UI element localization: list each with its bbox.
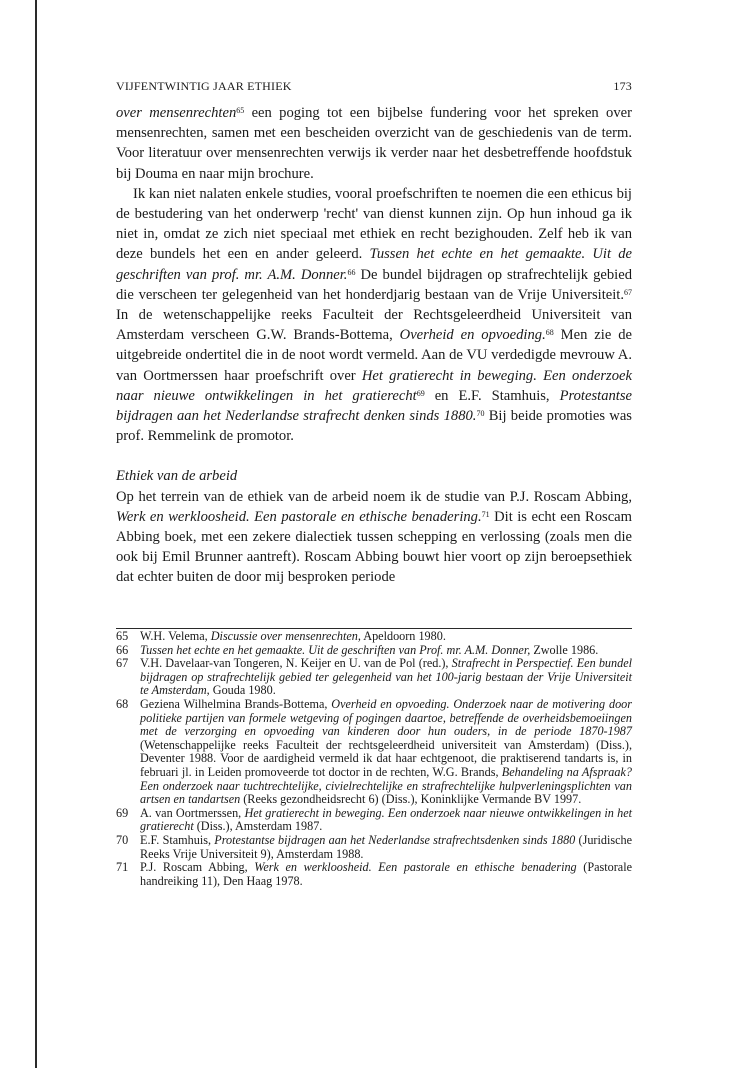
binding-edge-rule: [35, 0, 37, 1068]
footnote-text: [140, 806, 632, 834]
italic-text: Tussen het echte en het gemaakte. Uit de geschriften van prof. mr. A.M. Donner.: [116, 246, 632, 283]
footnote-ref: 68: [545, 328, 554, 338]
text-run: In de wetenschappelijke reeks Faculteit der Rechtsgeleerdheid Universiteit van Amsterdam verscheen G.W. Brands-Bottema,: [116, 307, 632, 344]
italic-text: Het gratierecht in beweging. Een onderzoek naar nieuwe ontwikkelingen in het gratierecht: [140, 805, 632, 834]
running-title: VIJFENTWINTIG JAAR ETHIEK: [116, 79, 292, 93]
running-header: [116, 79, 632, 94]
text-run: P.J. Roscam Abbing,: [140, 860, 255, 875]
text-run: (Reeks gezondheidsrecht 6) (Diss.), Koninklijke Vermande BV 1997.: [240, 792, 582, 807]
text-run: Geziena Wilhelmina Brands-Bottema,: [140, 696, 332, 711]
footnote-number: 65: [116, 629, 129, 643]
footnote-text: [140, 643, 598, 657]
paragraph: [116, 103, 632, 184]
italic-text: Het gratierecht in beweging. Een onderzoek naar nieuwe ontwikkelingen in het gratierecht: [116, 367, 632, 404]
text-run: (Juridische Reeks Vrije Universiteit 9), Amsterdam 1988.: [140, 832, 632, 861]
italic-text: Tussen het echte en het gemaakte. Uit de geschriften van Prof. mr. A.M. Donner,: [140, 642, 531, 657]
footnote-text: [140, 833, 632, 861]
text-run: (Diss.), Amsterdam 1987.: [193, 819, 323, 834]
paragraph: [116, 487, 632, 588]
italic-text: over mensenrechten: [116, 105, 237, 121]
text-run: een poging tot een bijbelse fundering voor het spreken over mensenrechten, samen met een bescheiden overzicht van de geschiedenis van de term. Voor literatuur over mensenrechten verwijs ik verder naar het desbetreffende hoofdstuk bij Douma en naar mijn brochure.: [116, 105, 632, 182]
italic-text: Overheid en opvoeding.: [399, 327, 546, 344]
footnote-number: 69: [116, 805, 129, 820]
footnote-number: 68: [116, 696, 129, 711]
text-run: Dit is echt een Roscam Abbing boek, met een zekere dialectiek tussen schepping en verlossing (zoals men die ook bij Emil Brunner aantreft). Roscam Abbing bouwt hier voort op zijn beroepsethiek dat echter buiten de door mij besproken periode: [116, 508, 633, 586]
text-run: Gouda 1980.: [209, 683, 276, 698]
footnote: [116, 644, 632, 658]
footnote-ref: 69: [416, 388, 425, 398]
text-run: Men zie de uitgebreide ondertitel die in de noot wordt vermeld. Aan de VU verdedigde mevrouw A. van Oortmerssen haar proefschrift over: [116, 327, 633, 384]
section-heading: Ethiek van de arbeid: [116, 468, 238, 485]
text-run: Op het terrein van de ethiek van de arbeid noem ik de studie van P.J. Roscam Abbing,: [116, 488, 632, 505]
footnote-ref: 65: [236, 106, 245, 115]
footnote-text: [140, 629, 446, 643]
italic-text: Protestantse bijdragen aan het Nederlandse strafrecht denken sinds 1880.: [116, 387, 632, 425]
footnote-ref: 66: [347, 267, 356, 277]
text-run: (Wetenschappelijke reeks Faculteit der rechtsgeleerdheid universiteit van Amsterdam) (Diss.), Deventer 1988. Voor de aardigheid vermeld ik dat haar echtgenoot, die praktiserend tandarts is, in februari jl. in Leiden promoveerde tot doctor in de rechten, W.G. Brands,: [140, 737, 632, 779]
italic-text: Overheid en opvoeding. Onderzoek naar de motivering door politieke partijen van formele wetgeving of pogingen daartoe, betreffende de overheidsbemoeiingen met de verzorging en opvoeding van kinderen door hun ouders, in de periode 1870-1987: [140, 696, 633, 739]
page-number: 173: [613, 79, 632, 93]
italic-text: Strafrecht in Perspectief. Een bundel bijdragen op strafrechtelijk gebied ter gelegenheid van het 100-jarig bestaan der Vrije Universiteit te Amsterdam,: [140, 656, 633, 698]
text-run: W.H. Velema,: [140, 629, 211, 643]
footnote-text: [140, 656, 632, 697]
text-run: Zwolle 1986.: [530, 642, 599, 657]
italic-text: Werk en werkloosheid. Een pastorale en ethische benadering.: [116, 508, 482, 525]
footnote: [116, 807, 632, 834]
footnote: [116, 630, 632, 644]
text-run: V.H. Davelaar-van Tongeren, N. Keijer en U. van de Pol (red.),: [140, 656, 452, 671]
footnote-ref: 70: [476, 409, 485, 419]
text-run: Bij beide promoties was prof. Remmelink de promotor.: [116, 408, 632, 445]
text-run: Apeldoorn 1980.: [360, 629, 446, 643]
italic-text: Discussie over mensenrechten,: [210, 629, 361, 643]
italic-text: Protestantse bijdragen aan het Nederlandse strafrechtsdenken sinds 1880: [214, 832, 576, 847]
footnote: [116, 698, 632, 807]
text-run: en E.F. Stamhuis,: [424, 387, 560, 404]
footnote: [116, 834, 632, 861]
text-run: E.F. Stamhuis,: [140, 832, 215, 847]
text-run: De bundel bijdragen op strafrechtelijk gebied die verscheen ter gelegenheid van het honderdjarig bestaan van de Vrije Universiteit.: [116, 266, 632, 303]
footnote-number: 67: [116, 656, 129, 671]
footnote-text: [140, 860, 632, 888]
italic-text: Werk en werkloosheid. Een pastorale en ethische benadering: [254, 860, 577, 875]
body-text: [116, 103, 632, 588]
footnote-number: 66: [116, 642, 129, 657]
footnote: [116, 861, 632, 888]
text-run: A. van Oortmerssen,: [140, 805, 245, 820]
footnote: [116, 657, 632, 698]
italic-text: Behandeling na Afspraak? Een onderzoek naar tuchtrechtelijke, civielrechtelijke en strafrechtelijke hulpverleningsplichten van artsen en tandartsen: [140, 764, 632, 807]
text-run: Ik kan niet nalaten enkele studies, vooral proefschriften te noemen die een ethicus bij de bestudering van het onderwerp 'recht' van dienst kunnen zijn. Op hun inhoud ga ik niet in, omdat ze zich niet speciaal met ethiek en recht bezighouden. Zelf heb ik van deze bundels het een en ander geleerd.: [116, 185, 632, 263]
footnote-number: 70: [116, 832, 129, 847]
footnote-ref: 71: [481, 509, 490, 519]
text-run: (Pastorale handreiking 11), Den Haag 1978.: [140, 860, 632, 888]
paragraph: [116, 184, 632, 447]
footnote-number: 71: [116, 860, 129, 875]
footnotes: [116, 628, 632, 888]
footnote-text: [140, 697, 632, 806]
footnote-ref: 67: [624, 287, 632, 297]
